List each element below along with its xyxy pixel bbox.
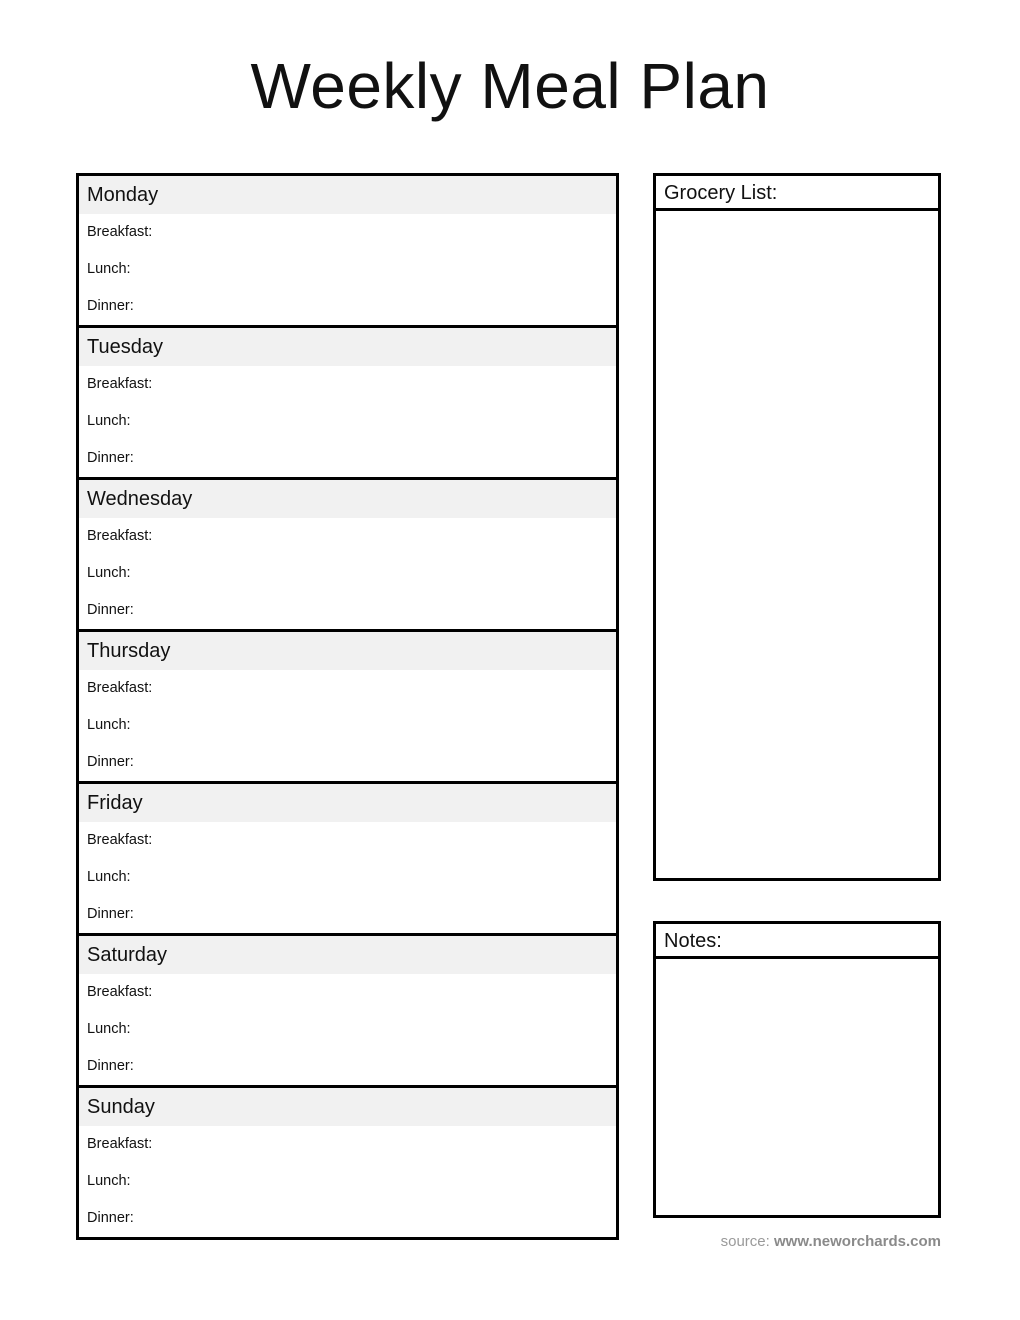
day-block-saturday	[79, 936, 616, 1088]
day-name-sunday: Sunday	[79, 1088, 616, 1126]
meal-row-wednesday-breakfast[interactable]: Breakfast:	[79, 518, 616, 555]
day-block-thursday	[79, 632, 616, 784]
meal-row-friday-lunch[interactable]: Lunch:	[79, 859, 616, 896]
meal-row-friday-breakfast[interactable]: Breakfast:	[79, 822, 616, 859]
meal-row-sunday-breakfast[interactable]: Breakfast:	[79, 1126, 616, 1163]
meal-row-saturday-breakfast[interactable]: Breakfast:	[79, 974, 616, 1011]
meal-row-saturday-lunch[interactable]: Lunch:	[79, 1011, 616, 1048]
grocery-list-panel	[653, 173, 941, 881]
meal-row-tuesday-breakfast[interactable]: Breakfast:	[79, 366, 616, 403]
day-name-saturday: Saturday	[79, 936, 616, 974]
notes-header: Notes:	[653, 921, 941, 959]
notes-panel	[653, 921, 941, 1218]
notes-writing-area[interactable]	[653, 959, 941, 1218]
source-url: www.neworchards.com	[774, 1233, 941, 1250]
page-title: Weekly Meal Plan	[250, 50, 770, 122]
meal-row-sunday-lunch[interactable]: Lunch:	[79, 1163, 616, 1200]
meal-row-wednesday-dinner[interactable]: Dinner:	[79, 592, 616, 629]
day-name-friday: Friday	[79, 784, 616, 822]
meal-row-thursday-dinner[interactable]: Dinner:	[79, 744, 616, 781]
meal-row-friday-dinner[interactable]: Dinner:	[79, 896, 616, 933]
meal-row-thursday-breakfast[interactable]: Breakfast:	[79, 670, 616, 707]
grocery-list-header: Grocery List:	[653, 173, 941, 211]
meal-row-thursday-lunch[interactable]: Lunch:	[79, 707, 616, 744]
meal-row-saturday-dinner[interactable]: Dinner:	[79, 1048, 616, 1085]
grocery-list-writing-area[interactable]	[653, 211, 941, 881]
day-block-sunday	[79, 1088, 616, 1237]
meal-row-wednesday-lunch[interactable]: Lunch:	[79, 555, 616, 592]
day-block-wednesday	[79, 480, 616, 632]
weekly-planner-table	[76, 173, 619, 1240]
meal-row-monday-dinner[interactable]: Dinner:	[79, 288, 616, 325]
day-name-monday: Monday	[79, 176, 616, 214]
day-name-tuesday: Tuesday	[79, 328, 616, 366]
day-block-friday	[79, 784, 616, 936]
day-name-wednesday: Wednesday	[79, 480, 616, 518]
meal-row-monday-breakfast[interactable]: Breakfast:	[79, 214, 616, 251]
meal-row-tuesday-lunch[interactable]: Lunch:	[79, 403, 616, 440]
source-attribution	[553, 1233, 941, 1250]
meal-row-monday-lunch[interactable]: Lunch:	[79, 251, 616, 288]
meal-row-tuesday-dinner[interactable]: Dinner:	[79, 440, 616, 477]
day-block-monday	[79, 176, 616, 328]
day-name-thursday: Thursday	[79, 632, 616, 670]
day-block-tuesday	[79, 328, 616, 480]
source-label: source:	[720, 1233, 770, 1250]
meal-row-sunday-dinner[interactable]: Dinner:	[79, 1200, 616, 1237]
